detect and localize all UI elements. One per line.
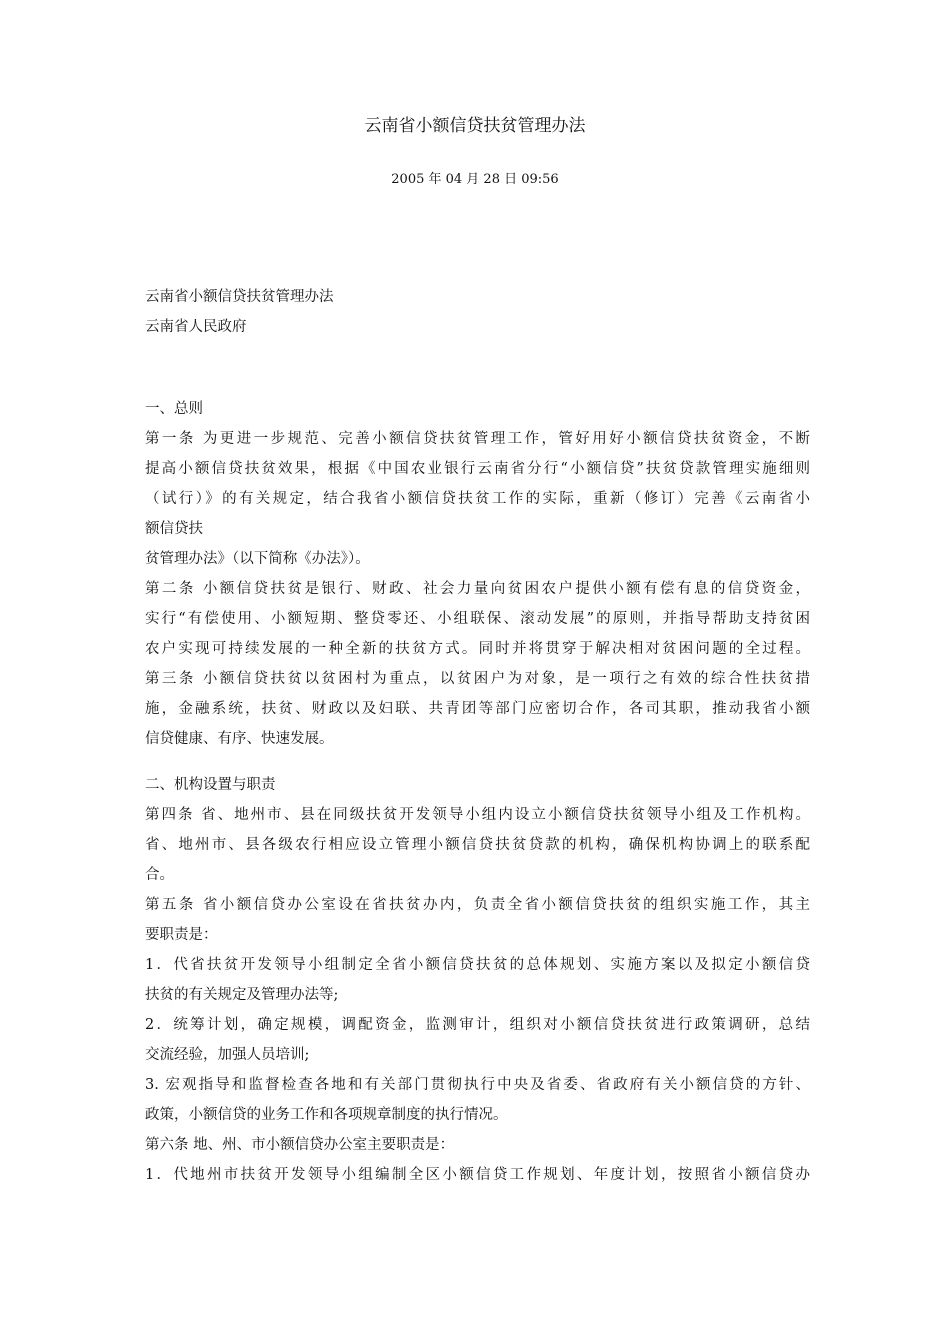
text-line: 第一条 为更进一步规范、完善小额信贷扶贫管理工作，管好用好小额信贷扶贫资金，不断 xyxy=(145,431,810,447)
text-line: 1．代地州市扶贫开发领导小组编制全区小额信贷工作规划、年度计划，按照省小额信贷办 xyxy=(145,1167,810,1183)
document-body xyxy=(145,394,810,1190)
section-heading: 二、机构设置与职责 xyxy=(145,777,276,793)
text-line: 实行“有偿使用、小额短期、整贷零还、小组联保、滚动发展”的原则，并指导帮助支持贫困 xyxy=(145,611,810,627)
publish-date: 2005 年 04 月 28 日 09:56 xyxy=(391,172,559,187)
section-gap xyxy=(145,754,810,770)
text-line: 3. 宏观指导和监督检查各地和有关部门贯彻执行中央及省委、省政府有关小额信贷的方针、 xyxy=(145,1077,810,1093)
text-line: 第四条 省、地州市、县在同级扶贫开发领导小组内设立小额信贷扶贫领导小组及工作机构。 xyxy=(145,807,810,823)
text-line: 1．代省扶贫开发领导小组制定全省小额信贷扶贫的总体规划、实施方案以及拟定小额信贷 xyxy=(145,957,810,973)
text-line: 信贷健康、有序、快速发展。 xyxy=(145,731,334,747)
text-line: 第三条 小额信贷扶贫以贫困村为重点，以贫困户为对象，是一项行之有效的综合性扶贫措 xyxy=(145,671,810,687)
text-line: 交流经验，加强人员培训; xyxy=(145,1047,310,1063)
document-header xyxy=(145,282,810,342)
header-line: 云南省小额信贷扶贫管理办法 xyxy=(145,289,334,305)
text-line: 第六条 地、州、市小额信贷办公室主要职责是： xyxy=(145,1137,455,1153)
text-line: （试行）》的有关规定，结合我省小额信贷扶贫工作的实际，重新（修订）完善《云南省小 xyxy=(145,491,810,507)
text-line: 额信贷扶 xyxy=(145,521,203,537)
text-line: 第二条 小额信贷扶贫是银行、财政、社会力量向贫困农户提供小额有偿有息的信贷资金， xyxy=(145,581,810,597)
header-line: 云南省人民政府 xyxy=(145,319,247,335)
document-title: 云南省小额信贷扶贫管理办法 xyxy=(364,116,586,136)
text-line: 提高小额信贷扶贫效果，根据《中国农业银行云南省分行“小额信贷”扶贫贷款管理实施细则 xyxy=(145,461,810,477)
text-line: 政策，小额信贷的业务工作和各项规章制度的执行情况。 xyxy=(145,1107,508,1123)
text-line: 第五条 省小额信贷办公室设在省扶贫办内，负责全省小额信贷扶贫的组织实施工作，其主 xyxy=(145,897,810,913)
section-heading: 一、总则 xyxy=(145,401,203,417)
text-line: 合。 xyxy=(145,867,174,883)
text-line: 扶贫的有关规定及管理办法等; xyxy=(145,987,339,1003)
text-line: 2．统筹计划，确定规模，调配资金，监测审计，组织对小额信贷扶贫进行政策调研，总结 xyxy=(145,1017,810,1033)
text-line: 施，金融系统，扶贫、财政以及妇联、共青团等部门应密切合作，各司其职，推动我省小额 xyxy=(145,701,810,717)
text-line: 贫管理办法》（以下简称《办法》）。 xyxy=(145,551,370,567)
text-line: 要职责是： xyxy=(145,927,218,943)
text-line: 农户实现可持续发展的一种全新的扶贫方式。同时并将贯穿于解决相对贫困问题的全过程。 xyxy=(145,641,810,657)
text-line: 省、地州市、县各级农行相应设立管理小额信贷扶贫贷款的机构，确保机构协调上的联系配 xyxy=(145,837,810,853)
